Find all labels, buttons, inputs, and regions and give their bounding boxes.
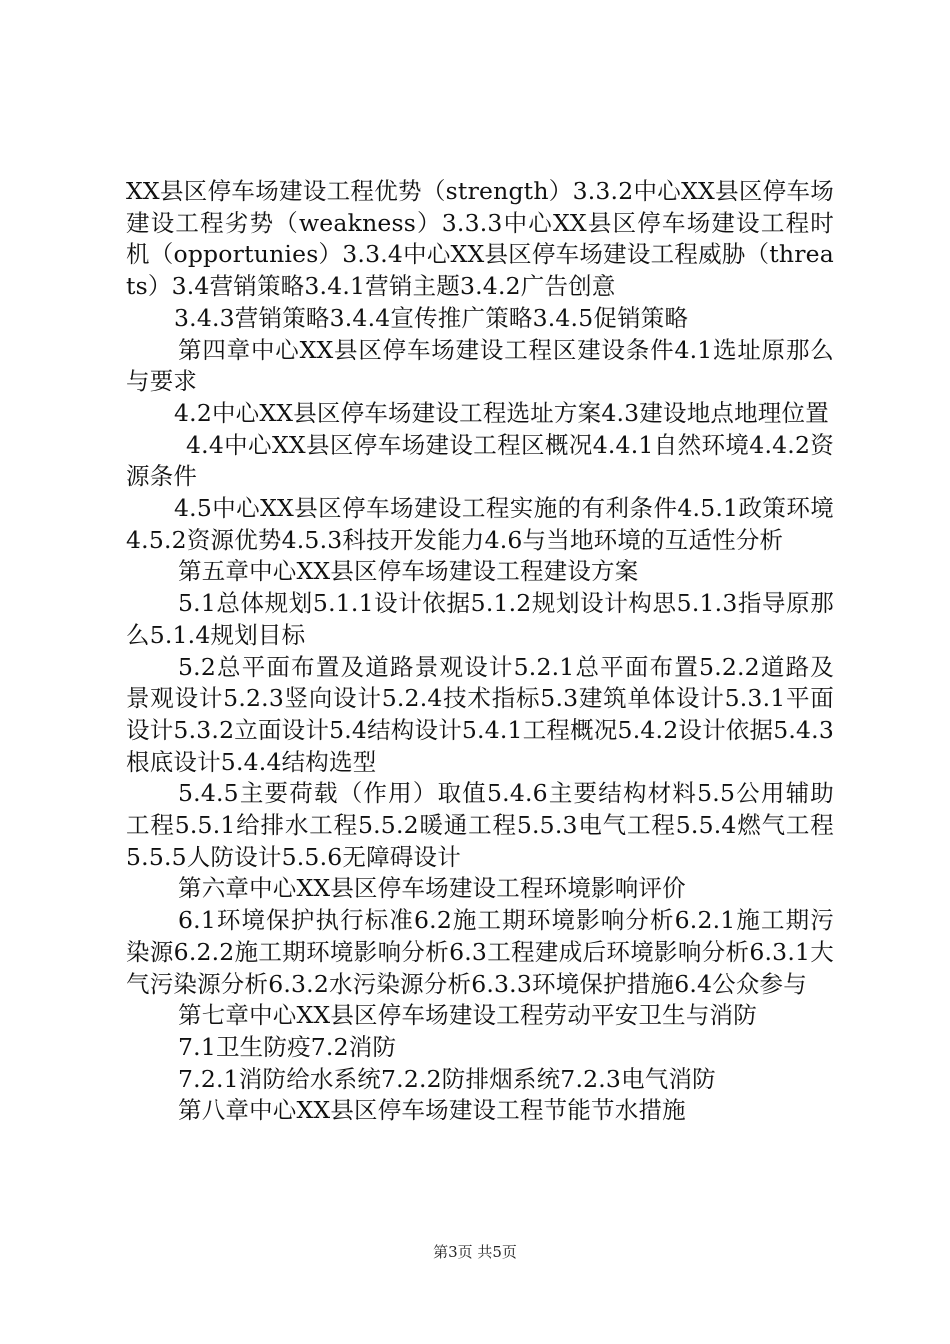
paragraph-chapter-4-heading: 第四章中心XX县区停车场建设工程区建设条件4.1选址原那么与要求 — [126, 335, 834, 396]
paragraph-loads-utilities: 5.4.5主要荷载（作用）取值5.4.6主要结构材料5.5公用辅助工程5.5.1给排水工程5.5.2暖通工程5.5.3电气工程5.5.4燃气工程5.5.5人防设计5.5.6无障碍设计 — [126, 779, 834, 871]
paragraph-site-plan-design: 5.2总平面布置及道路景观设计5.2.1总平面布置5.2.2道路及景观设计5.2.3竖向设计5.2.4技术指标5.3建筑单体设计5.3.1平面设计5.3.2立面设计5.4结构设计5.4.1工程概况5.4.2设计依据5.4.3根底设计5.4.4结构选型 — [126, 652, 834, 776]
paragraph-chapter-5-heading: 第五章中心XX县区停车场建设工程建设方案 — [178, 557, 639, 586]
paragraph-marketing-strategy: 3.4.3营销策略3.4.4宣传推广策略3.4.5促销策略 — [174, 303, 689, 332]
paragraph-chapter-6-heading: 第六章中心XX县区停车场建设工程环境影响评价 — [178, 874, 686, 903]
paragraph-swot-marketing: XX县区停车场建设工程优势（strength）3.3.2中心XX县区停车场建设工程劣势（weakness）3.3.3中心XX县区停车场建设工程时机（opportunies）3.3.4中心XX县区停车场建设工程威胁（threats）3.4营销策略3.4.1营销主题3.4.2广告创意 — [126, 177, 834, 301]
paragraph-chapter-7-heading: 第七章中心XX县区停车场建设工程劳动平安卫生与消防 — [178, 1001, 757, 1030]
paragraph-overall-planning: 5.1总体规划5.1.1设计依据5.1.2规划设计构思5.1.3指导原那么5.1.4规划目标 — [126, 589, 834, 649]
paragraph-area-overview: 4.4中心XX县区停车场建设工程区概况4.4.1自然环境4.4.2资源条件 — [126, 430, 834, 491]
document-body — [126, 176, 834, 1127]
paragraph-chapter-8-heading: 第八章中心XX县区停车场建设工程节能节水措施 — [178, 1096, 686, 1125]
paragraph-fire-systems: 7.2.1消防给水系统7.2.2防排烟系统7.2.3电气消防 — [178, 1064, 716, 1093]
paragraph-favorable-conditions: 4.5中心XX县区停车场建设工程实施的有利条件4.5.1政策环境4.5.2资源优势4.5.3科技开发能力4.6与当地环境的互适性分析 — [126, 494, 834, 554]
paragraph-hygiene-fire: 7.1卫生防疫7.2消防 — [178, 1032, 397, 1061]
paragraph-site-selection: 4.2中心XX县区停车场建设工程选址方案4.3建设地点地理位置 — [174, 398, 829, 427]
page-number-footer: 第3页 共5页 — [433, 1243, 517, 1261]
paragraph-environmental-impact: 6.1环境保护执行标准6.2施工期环境影响分析6.2.1施工期污染源6.2.2施工期环境影响分析6.3工程建成后环境影响分析6.3.1大气污染源分析6.3.2水污染源分析6.3.3环境保护措施6.4公众参与 — [126, 906, 834, 998]
